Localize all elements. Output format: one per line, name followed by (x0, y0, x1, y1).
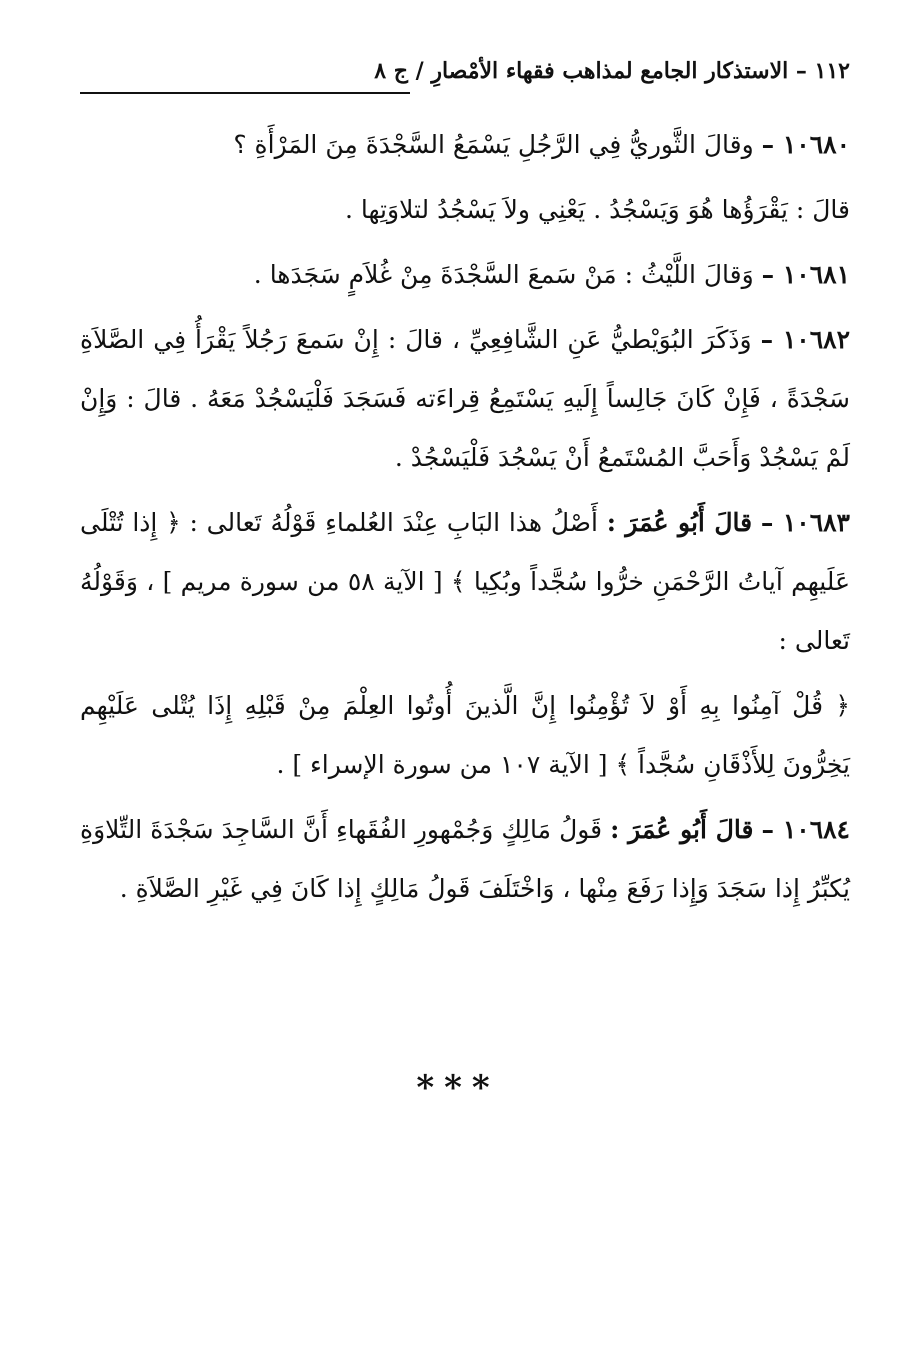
paragraph-number: ١٠٦٨٠ – (761, 130, 850, 159)
speaker-label: قالَ أَبُو عُمَرَ : (606, 508, 753, 537)
paragraph-text: قَولُ مَالِكٍ وَجُمْهورِ الفُقَهاءِ أَنَّ السَّاجِدَ سَجْدَةَ التِّلاوَةِ يُكبِّرُ إِذا سَجَدَ وَإِذا رَفَعَ مِنْها ، وَاخْتَلَفَ قَولُ مَالِكٍ إِذا كَانَ فِي غَيْرِ الصَّلاَةِ . (80, 815, 850, 903)
paragraph-10681 (80, 245, 850, 304)
paragraph-number: ١٠٦٨٤ – (761, 815, 850, 844)
paragraph-10682 (80, 310, 850, 487)
speaker-label: قالَ أَبُو عُمَرَ : (610, 815, 754, 844)
header-rule (80, 92, 410, 94)
section-end-asterisks: *** (416, 1068, 500, 1108)
paragraph-text: ﴿ قُلْ آمِنُوا بِهِ أَوْ لاَ تُؤْمِنُوا إِنَّ الَّذينَ أُوتُوا العِلْمَ مِنْ قَبْلِهِ إِذَا يُتْلى عَلَيْهِم يَخِرُّونَ لِلأَذْقَانِ سُجَّداً ﴾ [ الآية ١٠٧ من سورة الإسراء ] . (80, 691, 850, 779)
paragraph-text: أَصْلُ هذا البَابِ عِنْدَ العُلماءِ قَوْلُهُ تَعالى : ﴿ إِذا تُتْلَى عَلَيهِم آياتُ الرَّحْمَنِ خرُّوا سُجَّداً وبُكِيا ﴾ [ الآية ٥٨ من سورة مريم ] ، وَقَوْلُهُ تَعالى : (80, 508, 850, 655)
paragraph-number: ١٠٦٨٣ – (760, 508, 850, 537)
paragraph-10684 (80, 800, 850, 918)
running-header: ١١٢ – الاستذكار الجامع لمذاهب فقهاء الأمْصارِ / ج ٨ (374, 58, 850, 84)
paragraph-text: وَذَكَرَ البُوَيْطيُّ عَنِ الشَّافِعِيِّ ، قالَ : إِنْ سَمعَ رَجُلاً يَقْرَأُ فِي الصَّلاَةِ سَجْدَةً ، فَإِنْ كَانَ جَالِساً إِلَيهِ يَسْتَمِعُ قِراءَته فَسَجَدَ فَلْيَسْجُدْ مَعَهُ . قالَ : وَإِنْ لَمْ يَسْجُدْ وَأَحَبَّ المُسْتَمعُ أَنْ يَسْجُدَ فَلْيَسْجُدْ . (80, 325, 850, 472)
quran-quote (80, 676, 850, 794)
paragraph-text: وَقالَ اللَّيْثُ : مَنْ سَمعَ السَّجْدَةَ مِنْ غُلاَمٍ سَجَدَها . (253, 260, 754, 289)
paragraph-10680 (80, 115, 850, 174)
paragraph-text: وقالَ الثَّوريُّ فِي الرَّجُلِ يَسْمَعُ السَّجْدَةَ مِنَ المَرْأَةِ ؟ (233, 130, 754, 159)
paragraph-text: قالَ : يَقْرَؤُها هُوَ وَيَسْجُدُ . يَعْنِي ولاَ يَسْجُدُ لتلاوَتِها . (345, 195, 850, 224)
paragraph-number: ١٠٦٨١ – (761, 260, 850, 289)
page-body (80, 115, 850, 924)
page-header (80, 58, 850, 98)
paragraph-number: ١٠٦٨٢ – (760, 325, 851, 354)
paragraph-10680-continuation (80, 180, 850, 239)
paragraph-10683 (80, 493, 850, 670)
